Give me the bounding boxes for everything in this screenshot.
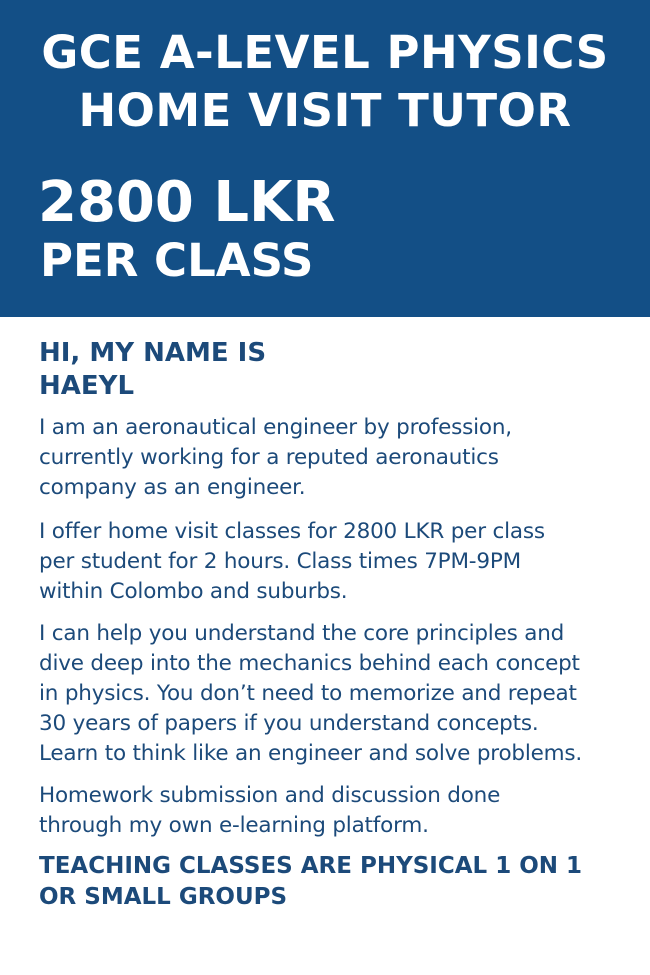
intro-line: currently working for a reputed aeronautics (39, 445, 499, 470)
offer-paragraph (39, 517, 619, 607)
approach-line: dive deep into the mechanics behind each concept (39, 651, 580, 676)
header-banner (0, 0, 650, 317)
title-line-1: GCE A-LEVEL PHYSICS (41, 26, 609, 79)
homework-paragraph (39, 781, 619, 841)
approach-line: I can help you understand the core principles and (39, 621, 565, 646)
approach-line: in physics. You don’t need to memorize and repeat (39, 681, 577, 706)
homework-line: through my own e-learning platform. (39, 813, 429, 838)
poster-body (39, 337, 619, 913)
intro-paragraph (39, 413, 619, 503)
approach-line: 30 years of papers if you understand concepts. (39, 711, 539, 736)
intro-line: I am an aeronautical engineer by profession, (39, 415, 512, 440)
greeting-heading (39, 337, 619, 403)
tutor-name: HAEYL (39, 371, 135, 401)
approach-line: Learn to think like an engineer and solve problems. (39, 741, 583, 766)
teaching-approach-paragraph (39, 619, 619, 769)
price-amount: 2800 LKR (38, 170, 336, 235)
closing-line-2: OR SMALL GROUPS (39, 884, 288, 910)
closing-line-1: TEACHING CLASSES ARE PHYSICAL 1 ON 1 (39, 853, 583, 879)
offer-line: within Colombo and suburbs. (39, 579, 348, 604)
title-line-2: HOME VISIT TUTOR (78, 84, 572, 137)
offer-line: I offer home visit classes for 2800 LKR per class (39, 519, 545, 544)
offer-line: per student for 2 hours. Class times 7PM-9PM (39, 549, 521, 574)
greeting-line-1: HI, MY NAME IS (39, 338, 267, 368)
homework-line: Homework submission and discussion done (39, 783, 501, 808)
intro-line: company as an engineer. (39, 475, 306, 500)
price-unit: PER CLASS (40, 234, 314, 287)
closing-statement (39, 851, 619, 913)
poster-title (0, 24, 650, 140)
